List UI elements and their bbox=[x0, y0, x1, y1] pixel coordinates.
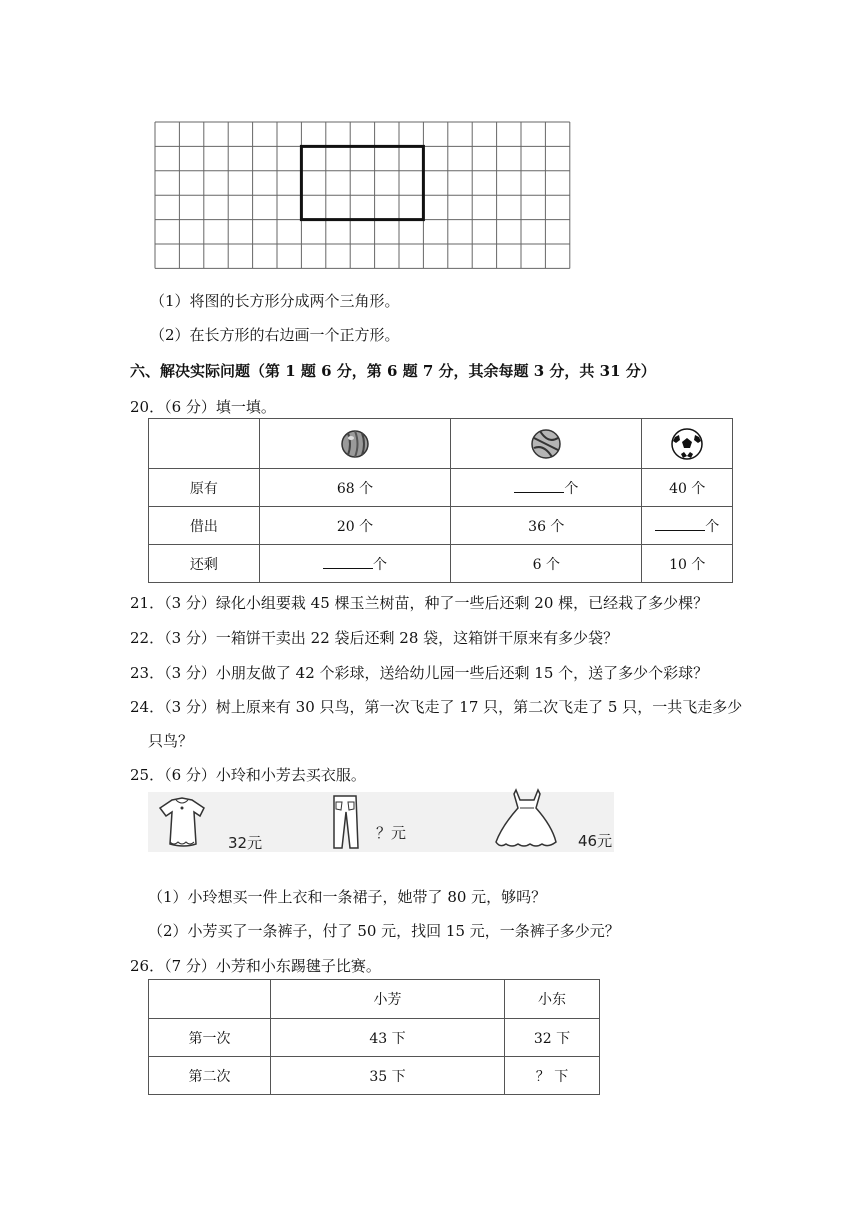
q26-row-label: 第一次 bbox=[149, 1019, 271, 1057]
q25-sub2: （2）小芳买了一条裤子，付了 50 元，找回 15 元，一条裤子多少元？ bbox=[148, 922, 620, 940]
q26-cell: 35 下 bbox=[271, 1057, 505, 1095]
volleyball-icon bbox=[340, 429, 370, 459]
grid-question-2: （2）在长方形的右边画一个正方形。 bbox=[150, 326, 400, 344]
q26-row-label: 第二次 bbox=[149, 1057, 271, 1095]
q20-cell-blank[interactable]: 个 bbox=[642, 507, 733, 545]
bold-rectangle bbox=[301, 146, 423, 219]
q25-sub1: （1）小玲想买一件上衣和一条裙子，她带了 80 元，够吗？ bbox=[148, 888, 547, 906]
grid-question-1: （1）将图的长方形分成两个三角形。 bbox=[150, 292, 400, 310]
pants-icon bbox=[326, 792, 366, 852]
q20-cell: 20 个 bbox=[259, 507, 450, 545]
q26-header-empty bbox=[149, 980, 271, 1019]
q20-header-basketball bbox=[451, 419, 642, 469]
q26-cell: 43 下 bbox=[271, 1019, 505, 1057]
q20-cell-blank[interactable]: 个 bbox=[259, 545, 450, 583]
q24-line1: 24．（3 分）树上原来有 30 只鸟，第一次飞走了 17 只，第二次飞走了 5 只，一共飞走多少 bbox=[130, 698, 743, 716]
shirt-icon bbox=[154, 794, 214, 852]
q20-row-label: 还剩 bbox=[149, 545, 260, 583]
q20-header-empty bbox=[149, 419, 260, 469]
pants-price: ？元 bbox=[376, 824, 407, 842]
q22-text: 22．（3 分）一箱饼干卖出 22 袋后还剩 28 袋，这箱饼干原来有多少袋？ bbox=[130, 629, 619, 647]
q21-text: 21．（3 分）绿化小组要栽 45 棵玉兰树苗，种了一些后还剩 20 棵，已经栽了多少棵？ bbox=[130, 594, 709, 612]
q20-cell: 40 个 bbox=[642, 469, 733, 507]
q20-cell: 36 个 bbox=[451, 507, 642, 545]
q20-row-label: 借出 bbox=[149, 507, 260, 545]
q26-header: 小东 bbox=[505, 980, 600, 1019]
section-title: 六、解决实际问题（第 1 题 6 分，第 6 题 7 分，其余每题 3 分，共 31 分） bbox=[130, 362, 656, 380]
q26-cell: 32 下 bbox=[505, 1019, 600, 1057]
soccer-ball-icon bbox=[670, 427, 704, 461]
q20-header-soccer bbox=[642, 419, 733, 469]
q26-cell: ？ 下 bbox=[505, 1057, 600, 1095]
q20-cell: 10 个 bbox=[642, 545, 733, 583]
q24-line2: 只鸟？ bbox=[148, 732, 194, 750]
dress-icon bbox=[492, 786, 562, 850]
q20-cell: 68 个 bbox=[259, 469, 450, 507]
q26-header: 小芳 bbox=[271, 980, 505, 1019]
q25-title: 25．（6 分）小玲和小芳去买衣服。 bbox=[130, 766, 366, 784]
q26-table bbox=[148, 979, 600, 1095]
q26-title: 26．（7 分）小芳和小东踢毽子比赛。 bbox=[130, 957, 381, 975]
q20-title: 20．（6 分）填一填。 bbox=[130, 398, 276, 416]
q20-table bbox=[148, 418, 733, 583]
clothes-illustration bbox=[148, 792, 614, 852]
q20-row-label: 原有 bbox=[149, 469, 260, 507]
q20-cell: 6 个 bbox=[451, 545, 642, 583]
shirt-price: 32元 bbox=[228, 834, 263, 852]
basketball-icon bbox=[530, 428, 562, 460]
q20-header-volleyball bbox=[259, 419, 450, 469]
dress-price: 46元 bbox=[578, 832, 613, 850]
q20-cell-blank[interactable]: 个 bbox=[451, 469, 642, 507]
q23-text: 23．（3 分）小朋友做了 42 个彩球，送给幼儿园一些后还剩 15 个，送了多少个彩球？ bbox=[130, 664, 709, 682]
grid-figure bbox=[150, 118, 580, 278]
